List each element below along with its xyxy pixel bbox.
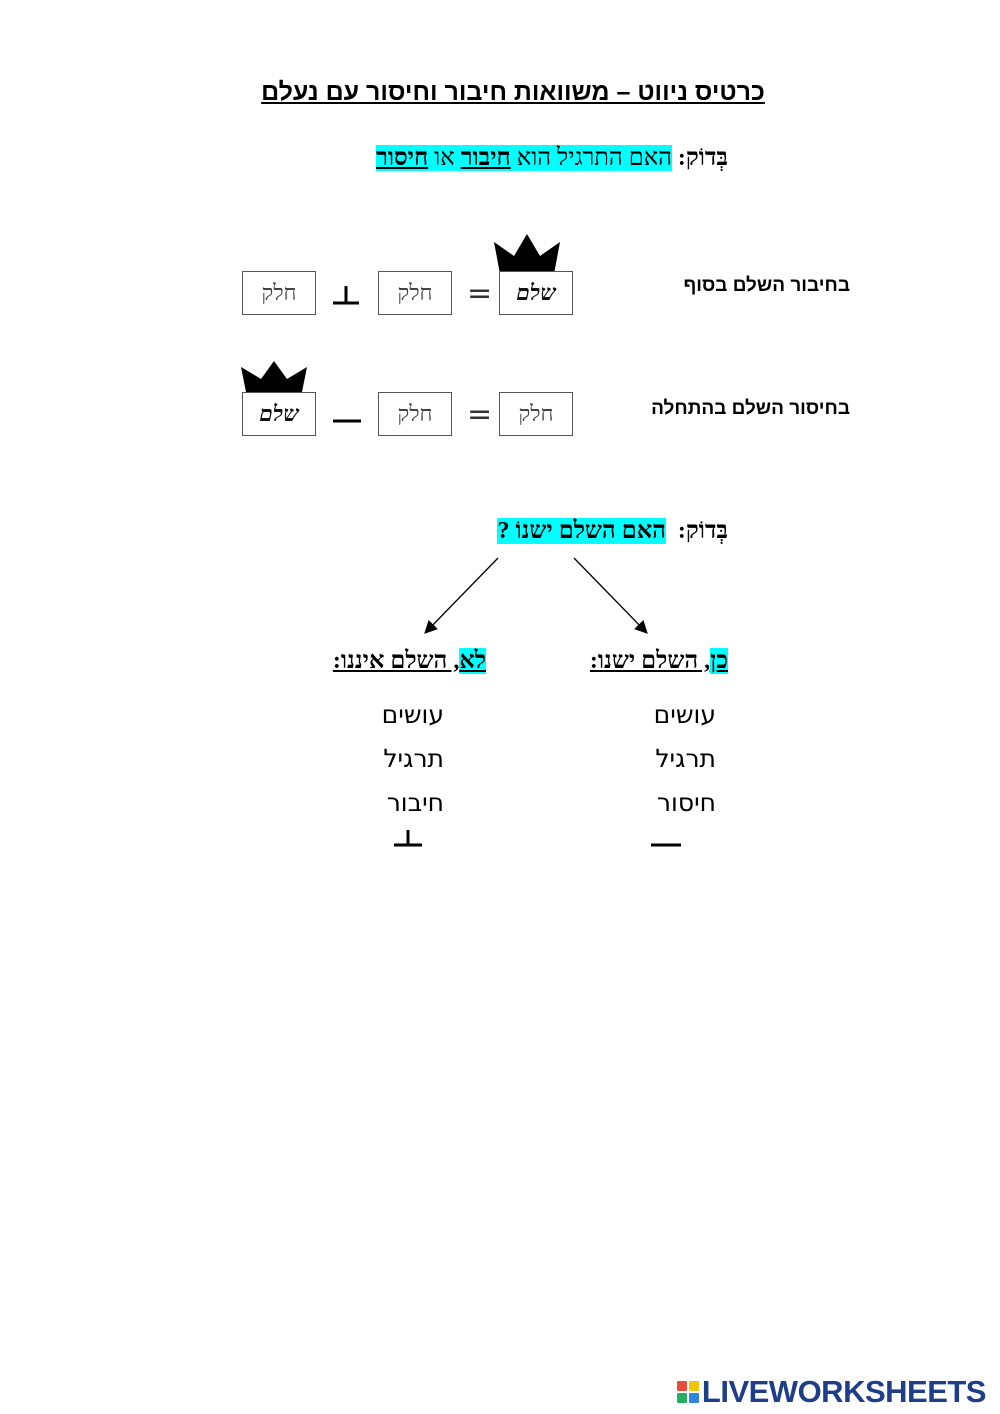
liveworksheets-logo [677, 1374, 986, 1410]
check-question-highlight [376, 145, 672, 171]
plus-sign [392, 828, 424, 850]
equals-sign: = [467, 397, 493, 432]
logo-text: LIVEWORKSHEETS [701, 1374, 986, 1409]
equation-box-whole[interactable]: שלם [499, 271, 573, 315]
branch-yes-heading [590, 648, 728, 675]
logo-blocks-icon [677, 1381, 699, 1403]
word-addition: חיבור [460, 145, 511, 171]
branch-yes-step: תרגיל [655, 744, 716, 773]
branch-yes-step: חיסור [656, 788, 716, 817]
equals-sign: = [467, 276, 493, 311]
addition-rule-label: בחיבור השלם בסוף [683, 275, 850, 296]
branch-yes-step: עושים [653, 700, 716, 729]
word-or: או [434, 145, 455, 171]
yes-rest: , השלם ישנו: [589, 648, 711, 674]
no-word: לא [459, 648, 486, 674]
equation-box-part[interactable]: חלק [378, 392, 452, 436]
check-label: בְּדוֹק: [677, 518, 728, 544]
equation-box-whole[interactable]: שלם [242, 392, 316, 436]
minus-sign [331, 412, 363, 424]
page-title: כרטיס ניווט – משוואות חיבור וחיסור עם נעלם [261, 78, 765, 106]
branch-no-heading [333, 648, 486, 675]
check-label: בְּדוֹק: [677, 145, 728, 171]
word-subtraction: חיסור [376, 145, 429, 171]
branch-arrows [400, 552, 670, 642]
branch-no-step: חיבור [386, 788, 444, 817]
crown-icon [492, 234, 562, 274]
branch-no-step: תרגיל [383, 744, 444, 773]
no-rest: , השלם איננו: [332, 648, 460, 674]
yes-word: כן [710, 648, 728, 674]
question-text: האם התרגיל הוא [516, 145, 672, 171]
plus-sign [331, 284, 361, 306]
check-question-type [376, 145, 728, 172]
equation-box-part[interactable]: חלק [242, 271, 316, 315]
subtraction-rule-label: בחיסור השלם בהתחלה [651, 398, 850, 419]
minus-sign [650, 838, 682, 850]
check-question-highlight: האם השלם ישנוֹ ? [497, 518, 666, 544]
equation-box-part[interactable]: חלק [378, 271, 452, 315]
check-whole-exists [497, 518, 728, 545]
equation-box-part[interactable]: חלק [499, 392, 573, 436]
branch-no-step: עושים [381, 700, 444, 729]
